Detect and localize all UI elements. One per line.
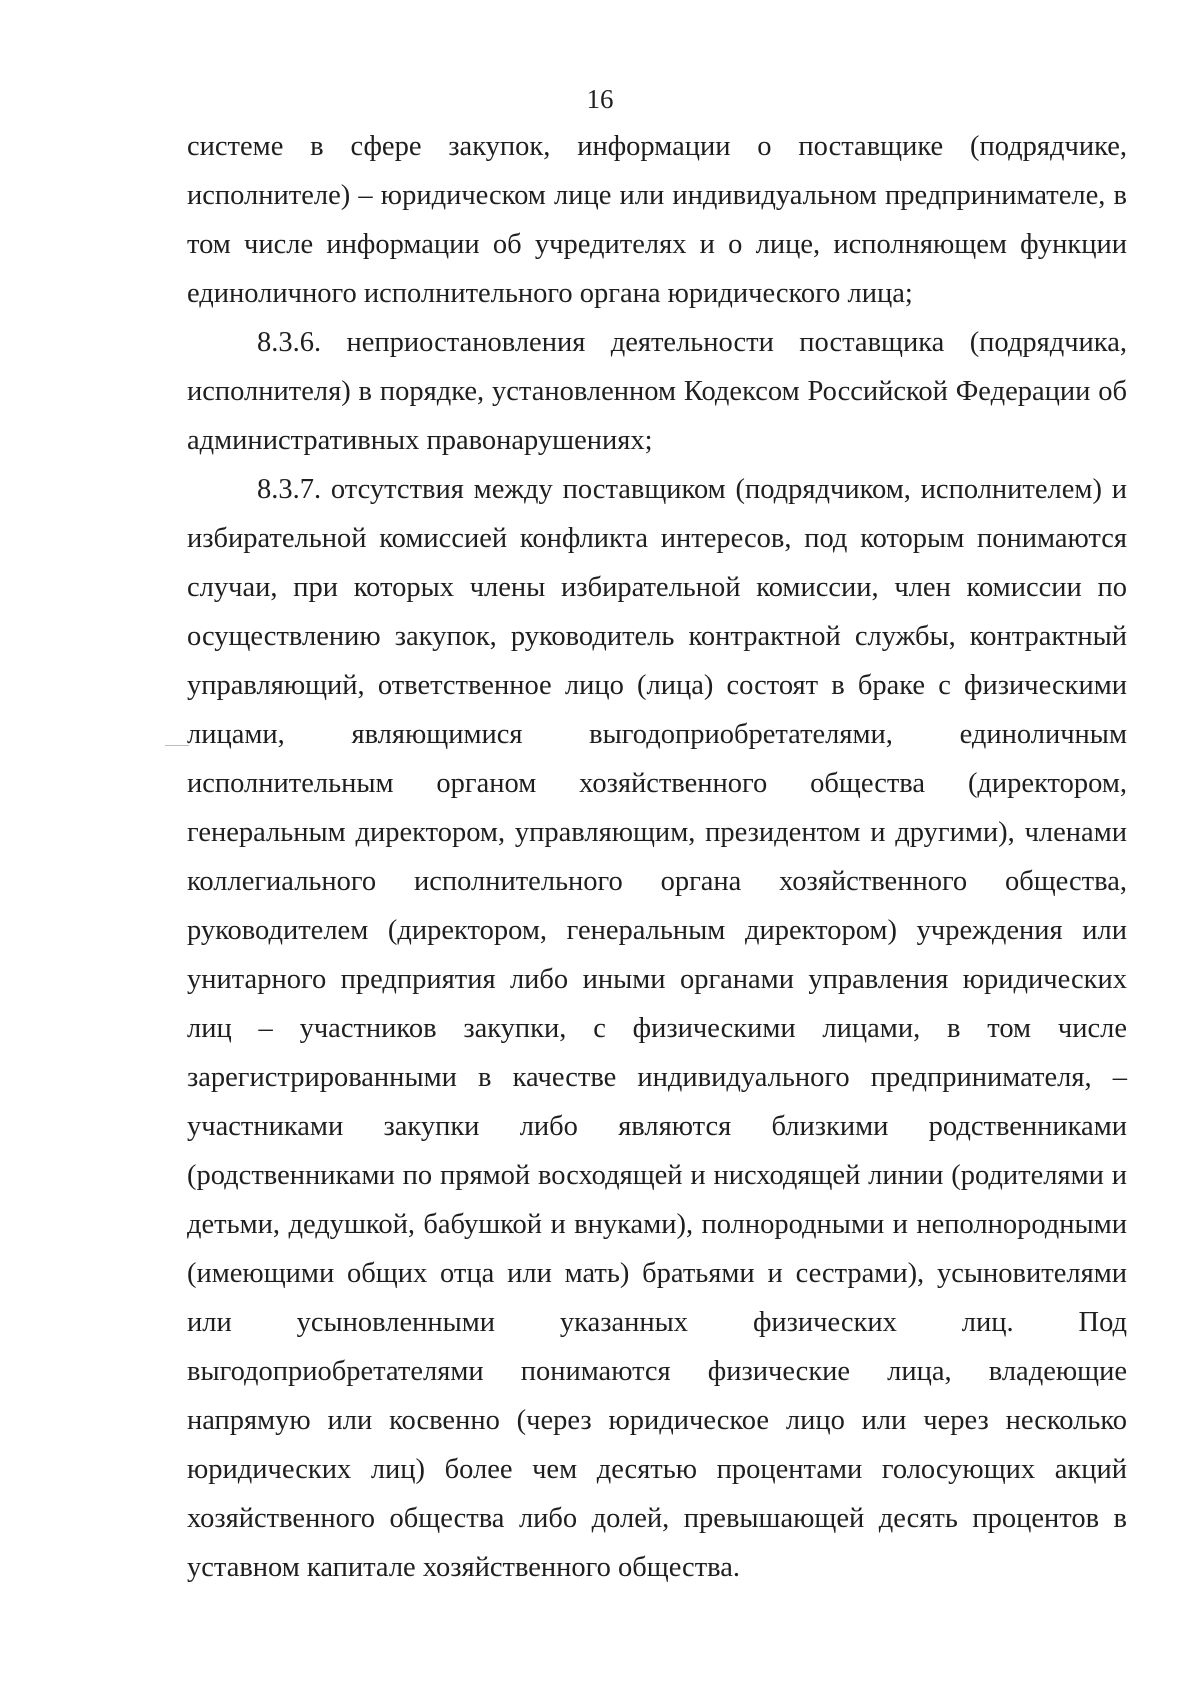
paragraph-clause-8-3-6: 8.3.6. неприостановления деятельности поставщика (подрядчика, исполнителя) в порядке, установленном Кодексом Российской Федерации об административных правонарушениях; xyxy=(187,327,1127,456)
page-number: 16 xyxy=(586,84,614,114)
paragraph-clause-8-3-7: 8.3.7. отсутствия между поставщиком (подрядчиком, исполнителем) и избирательной комиссией конфликта интересов, под которым понимаются случаи, при которых члены избирательной комиссии, член комиссии по осуществлению закупок, руководитель контрактной службы, контрактный управляющий, ответственное лицо (лица) состоят в браке с физическими лицами, являющимися выгодоприобретателями, единоличным исполнительным органом хозяйственного общества (директором, генеральным директором, управляющим, президентом и другими), членами коллегиального исполнительного органа хозяйственного общества, руководителем (директором, генеральным директором) учреждения или унитарного предприятия либо иными органами управления юридических лиц – участников закупки, с физическими лицами, в том числе зарегистрированными в качестве индивидуального предпринимателя, – участниками закупки либо являются близкими родственниками (родственниками по прямой восходящей и нисходящей линии (родителями и детьми, дедушкой, бабушкой и внуками), полнородными и неполнородными (имеющими общих отца или мать) братьями и сестрами), усыновителями или усыновленными указанных физических лиц. Под выгодоприобретателями понимаются физические лица, владеющие напрямую или косвенно (через юридическое лицо или через несколько юридических лиц) более чем десятью процентами голосующих акций хозяйственного общества либо долей, превышающей десять процентов в уставном капитале хозяйственного общества. xyxy=(187,474,1127,1583)
paragraph-continuation: системе в сфере закупок, информации о поставщике (подрядчике, исполнителе) – юридическом лице или индивидуальном предпринимателе, в том числе информации об учредителях и о лице, исполняющем функции единоличного исполнительного органа юридического лица; xyxy=(187,131,1127,309)
document-body xyxy=(187,122,1127,1592)
scan-artifact-mark xyxy=(165,745,189,746)
